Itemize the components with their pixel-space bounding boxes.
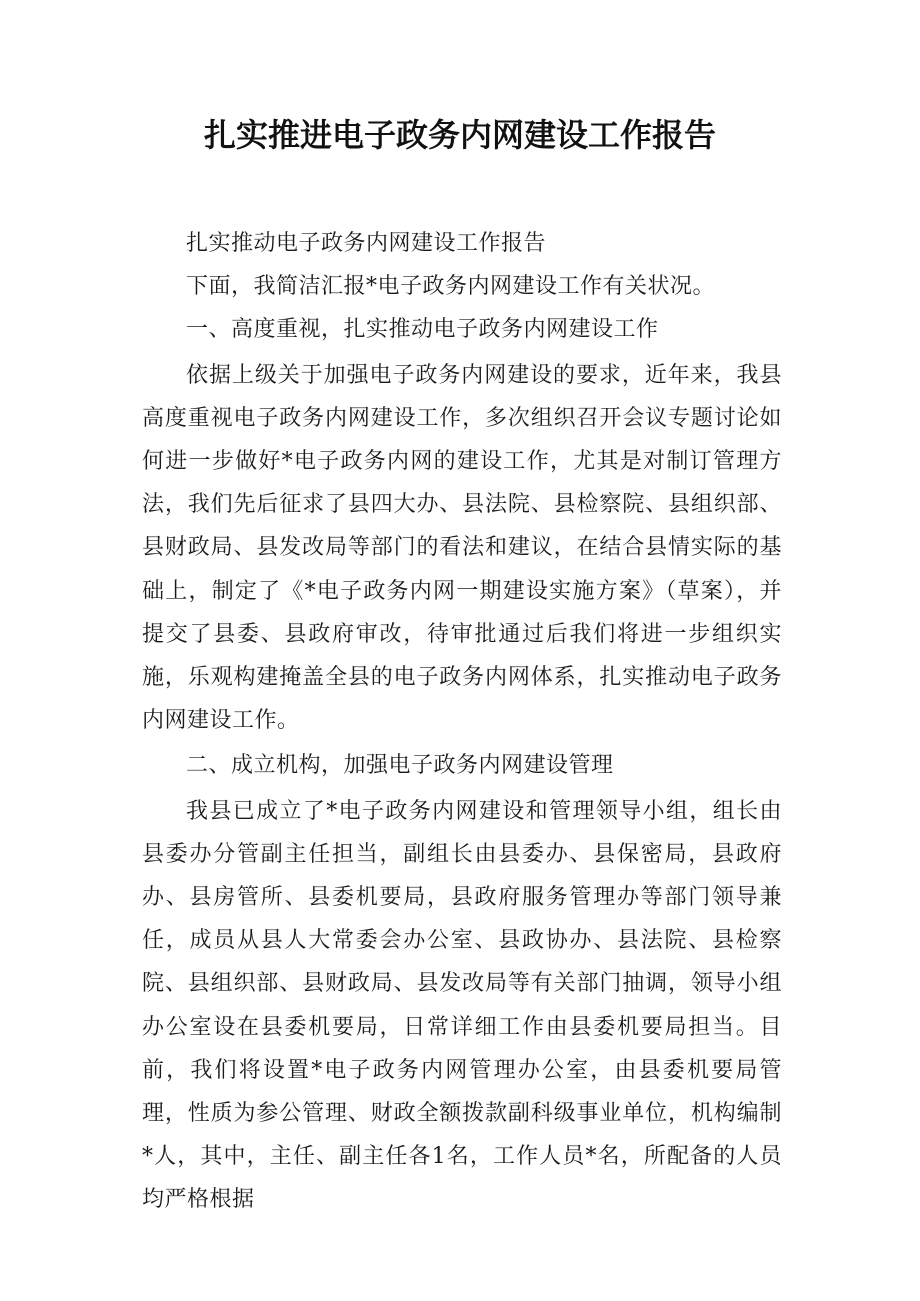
- paragraph-intro: 下面，我简洁汇报*电子政务内网建设工作有关状况。: [186, 274, 716, 300]
- paragraph-section-1: 依据上级关于加强电子政务内网建设的要求，近年来，我县高度重视电子政务内网建设工作，多次组织召开会议专题讨论如何进一步做好*电子政务内网的建设工作，尤其是对制订管理方法，我们先后征求了县四大办、县法院、县检察院、县组织部、县财政局、县发改局等部门的看法和建议，在结合县情实际的基础上，制定了《*电子政务内网一期建设实施方案》（草案），并提交了县委、县政府审改，待审批通过后我们将进一步组织实施，乐观构建掩盖全县的电子政务内网体系，扎实推动电子政务内网建设工作。: [142, 362, 782, 734]
- section-heading-1: 一、高度重视，扎实推动电子政务内网建设工作: [186, 317, 659, 343]
- paragraph-section-2: 我县已成立了*电子政务内网建设和管理领导小组，组长由县委办分管副主任担当，副组长由县委办、县保密局，县政府办、县房管所、县委机要局，县政府服务管理办等部门领导兼任，成员从县人大常委会办公室、县政协办、县法院、县检察院、县组织部、县财政局、县发改局等有关部门抽调，领导小组办公室设在县委机要局，日常详细工作由县委机要局担当。目前，我们将设置*电子政务内网管理办公室，由县委机要局管理，性质为参公管理、财政全额拨款副科级事业单位，机构编制*人，其中，主任、副主任各1名，工作人员*名，所配备的人员均严格根据: [142, 798, 782, 1213]
- paragraph-subtitle: 扎实推动电子政务内网建设工作报告: [186, 231, 547, 256]
- document-title: 扎实推进电子政务内网建设工作报告: [203, 116, 716, 154]
- section-heading-2: 二、成立机构，加强电子政务内网建设管理: [186, 753, 614, 779]
- document-body: [142, 222, 782, 1222]
